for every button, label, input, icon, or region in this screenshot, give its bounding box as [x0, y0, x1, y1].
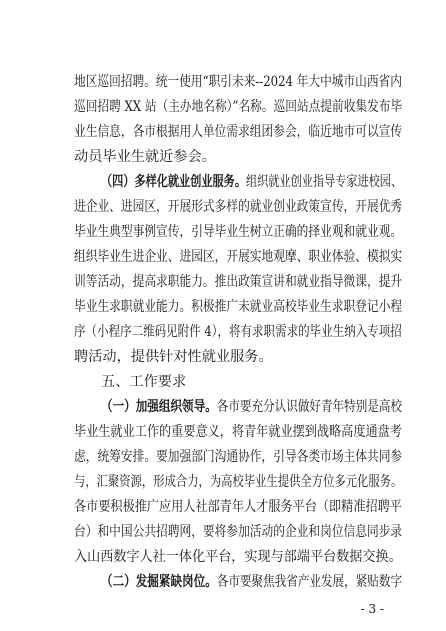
item-heading-line — [101, 572, 402, 592]
text-line: 业生信息，各市根据用人单位需求组团参会，临近地市可以宣传 — [74, 124, 403, 140]
text-line: 聘活动，提供针对性就业服务。 — [74, 349, 273, 365]
page-number: - 3 - — [360, 602, 384, 616]
text-line: 虑，统筹安排。要加强部门沟通协作，引导各类市场主体共同参 — [74, 449, 403, 465]
item-heading: （二）发掘紧缺岗位。 — [101, 574, 217, 590]
text-line: 巡回招聘 XX 站（主办地名称）”名称。巡回站点提前收集发布毕 — [74, 99, 403, 115]
item-heading: （一）加强组织领导。 — [101, 399, 217, 415]
section-heading: （四）多样化就业创业服务。 — [101, 174, 246, 190]
section-heading-line — [101, 172, 402, 192]
text-line: 序（小程序二维码见附件 4），将有求职需求的毕业生纳入专项招 — [74, 324, 402, 340]
text-line-rest: 各市要充分认识做好青年特别是高校 — [216, 399, 403, 415]
section-title: 五、工作要求 — [101, 374, 187, 390]
text-line: 台）和中国公共招聘网，要将参加活动的企业和岗位信息同步录 — [74, 524, 403, 540]
text-line: 进企业、进园区，开展形式多样的就业创业政策宣传，开展优秀 — [74, 199, 403, 215]
text-line: 入山西数字人社一体化平台，实现与部端平台数据交换。 — [74, 549, 402, 565]
text-line: 毕业生求职就业能力。积极推广未就业高校毕业生求职登记小程 — [74, 299, 403, 315]
text-line: 地区巡回招聘。统一使用“职引未来--2024 年大中城市山西省内 — [74, 74, 402, 90]
text-line: 毕业生典型事例宣传，引导毕业生树立正确的择业观和就业观。 — [74, 224, 403, 240]
text-line: 组织毕业生进企业、进园区，开展实地观摩、职业体验、模拟实 — [74, 249, 403, 265]
text-line: 与，汇聚资源，形成合力，为高校毕业生提供全方位多元化服务。 — [74, 474, 403, 490]
text-line: 各市要积极推广应用人社部青年人才服务平台（即精准招聘平 — [74, 499, 402, 515]
text-line-rest: 各市要聚焦我省产业发展，紧贴数字 — [216, 574, 403, 590]
item-heading-line — [101, 397, 402, 417]
text-line: 动员毕业生就近参会。 — [74, 149, 216, 165]
text-line: 毕业生就业工作的重要意义，将青年就业摆到战略高度通盘考 — [74, 424, 402, 440]
text-line: 训等活动，提高求职能力。推出政策宣讲和就业指导微课，提升 — [74, 274, 403, 290]
text-line-rest: 组织就业创业指导专家进校园、 — [245, 174, 403, 190]
